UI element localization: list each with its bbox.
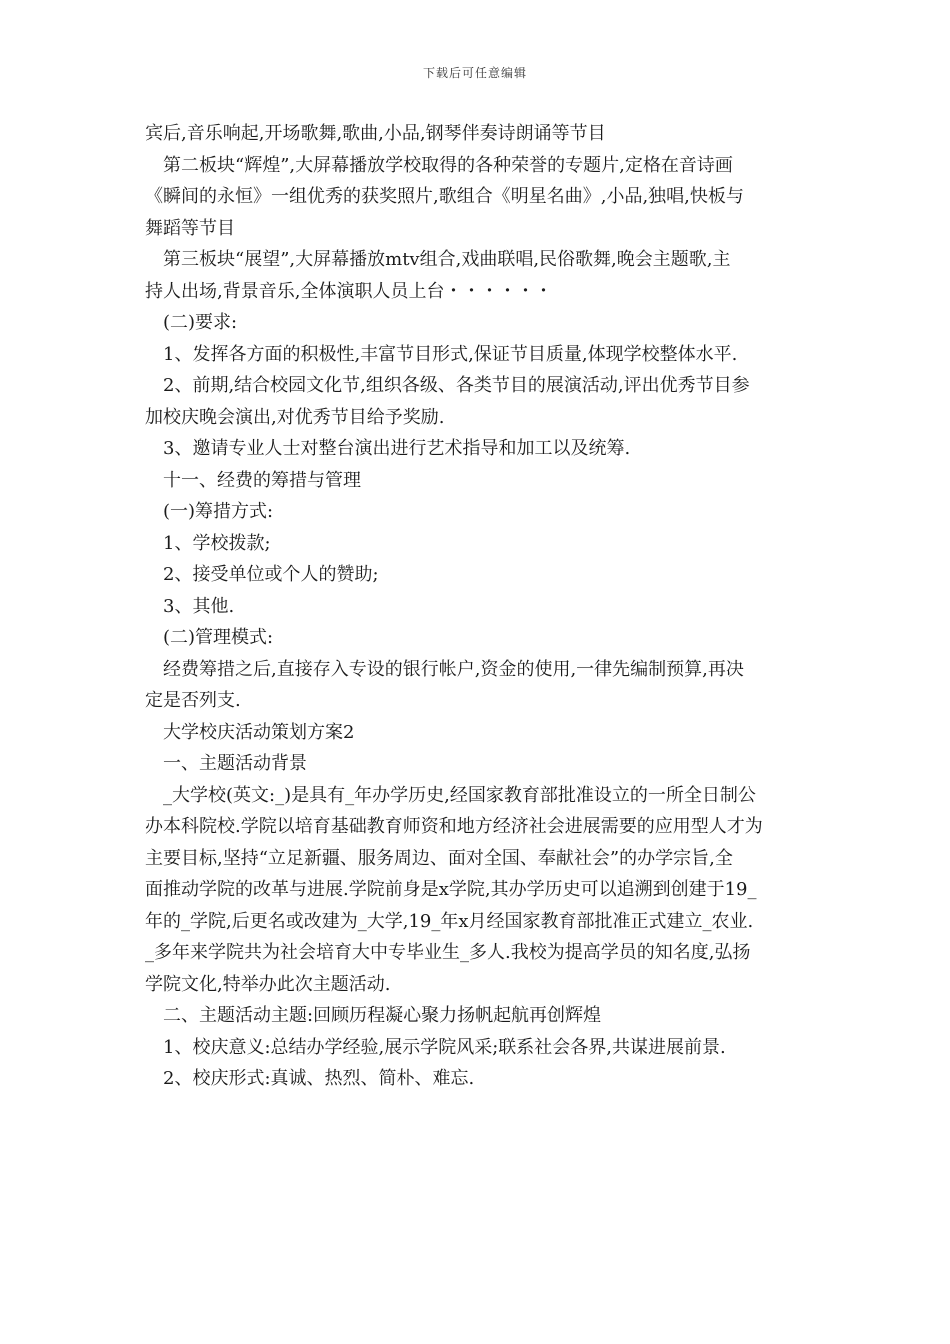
document-body: [145, 118, 810, 1095]
paragraph-line: _大学校(英文:_)是具有_年办学历史,经国家教育部批准设立的一所全日制公: [163, 784, 756, 806]
paragraph-line: 3、其他.: [163, 595, 235, 617]
paragraph-line: (二)要求:: [163, 312, 238, 333]
paragraph-line: 面推动学院的改革与进展.学院前身是x学院,其办学历史可以追溯到创建于19_: [145, 879, 757, 900]
paragraph-line: 1、学校拨款;: [163, 532, 271, 554]
paragraph-line: 经费筹措之后,直接存入专设的银行帐户,资金的使用,一律先编制预算,再决: [163, 658, 744, 680]
paragraph-line: 第三板块“展望”,大屏幕播放mtv组合,戏曲联唱,民俗歌舞,晚会主题歌,主: [163, 249, 731, 270]
paragraph-line: 1、校庆意义:总结办学经验,展示学院风采;联系社会各界,共谋进展前景.: [163, 1036, 726, 1058]
paragraph-line: 十一、经费的筹措与管理: [163, 469, 361, 491]
paragraph-line: 宾后,音乐响起,开场歌舞,歌曲,小品,钢琴伴奏诗朗诵等节目: [145, 123, 606, 144]
paragraph-line: 办本科院校.学院以培育基础教育师资和地方经济社会进展需要的应用型人才为: [145, 816, 763, 837]
paragraph-line: 《瞬间的永恒》一组优秀的获奖照片,歌组合《明星名曲》,小品,独唱,快板与: [145, 186, 744, 207]
paragraph-line: 二、主题活动主题:回顾历程凝心聚力扬帆起航再创辉煌: [163, 1005, 602, 1026]
paragraph-line: _多年来学院共为社会培育大中专毕业生_多人.我校为提高学员的知名度,弘扬: [145, 942, 751, 963]
paragraph-line: 第二板块“辉煌”,大屏幕播放学校取得的各种荣誉的专题片,定格在音诗画: [163, 154, 733, 176]
paragraph-line: 2、校庆形式:真诚、热烈、简朴、难忘.: [163, 1068, 475, 1089]
paragraph-line: 年的_学院,后更名或改建为_大学,19_年x月经国家教育部批准正式建立_农业.: [145, 910, 754, 932]
paragraph-line: 大学校庆活动策划方案2: [163, 721, 355, 743]
paragraph-line: 持人出场,背景音乐,全体演职人员上台・・・・・・: [145, 280, 553, 302]
page-header: 下载后可任意编辑: [422, 66, 527, 80]
paragraph-line: 1、发挥各方面的积极性,丰富节目形式,保证节目质量,体现学校整体水平.: [163, 343, 738, 365]
paragraph-line: (二)管理模式:: [163, 627, 274, 648]
paragraph-line: 一、主题活动背景: [163, 753, 307, 774]
paragraph-line: (一)筹措方式:: [163, 501, 274, 522]
paragraph-line: 舞蹈等节目: [145, 217, 235, 239]
paragraph-line: 加校庆晚会演出,对优秀节目给予奖励.: [145, 406, 445, 428]
paragraph-line: 2、接受单位或个人的赞助;: [163, 564, 379, 585]
paragraph-line: 2、前期,结合校园文化节,组织各级、各类节目的展演活动,评出优秀节目参: [163, 375, 750, 396]
paragraph-line: 学院文化,特举办此次主题活动.: [145, 973, 391, 995]
paragraph-line: 3、邀请专业人士对整台演出进行艺术指导和加工以及统筹.: [163, 438, 631, 459]
paragraph-line: 定是否列支.: [145, 690, 241, 711]
paragraph-line: 主要目标,坚持“立足新疆、服务周边、面对全国、奉献社会”的办学宗旨,全: [145, 847, 733, 869]
